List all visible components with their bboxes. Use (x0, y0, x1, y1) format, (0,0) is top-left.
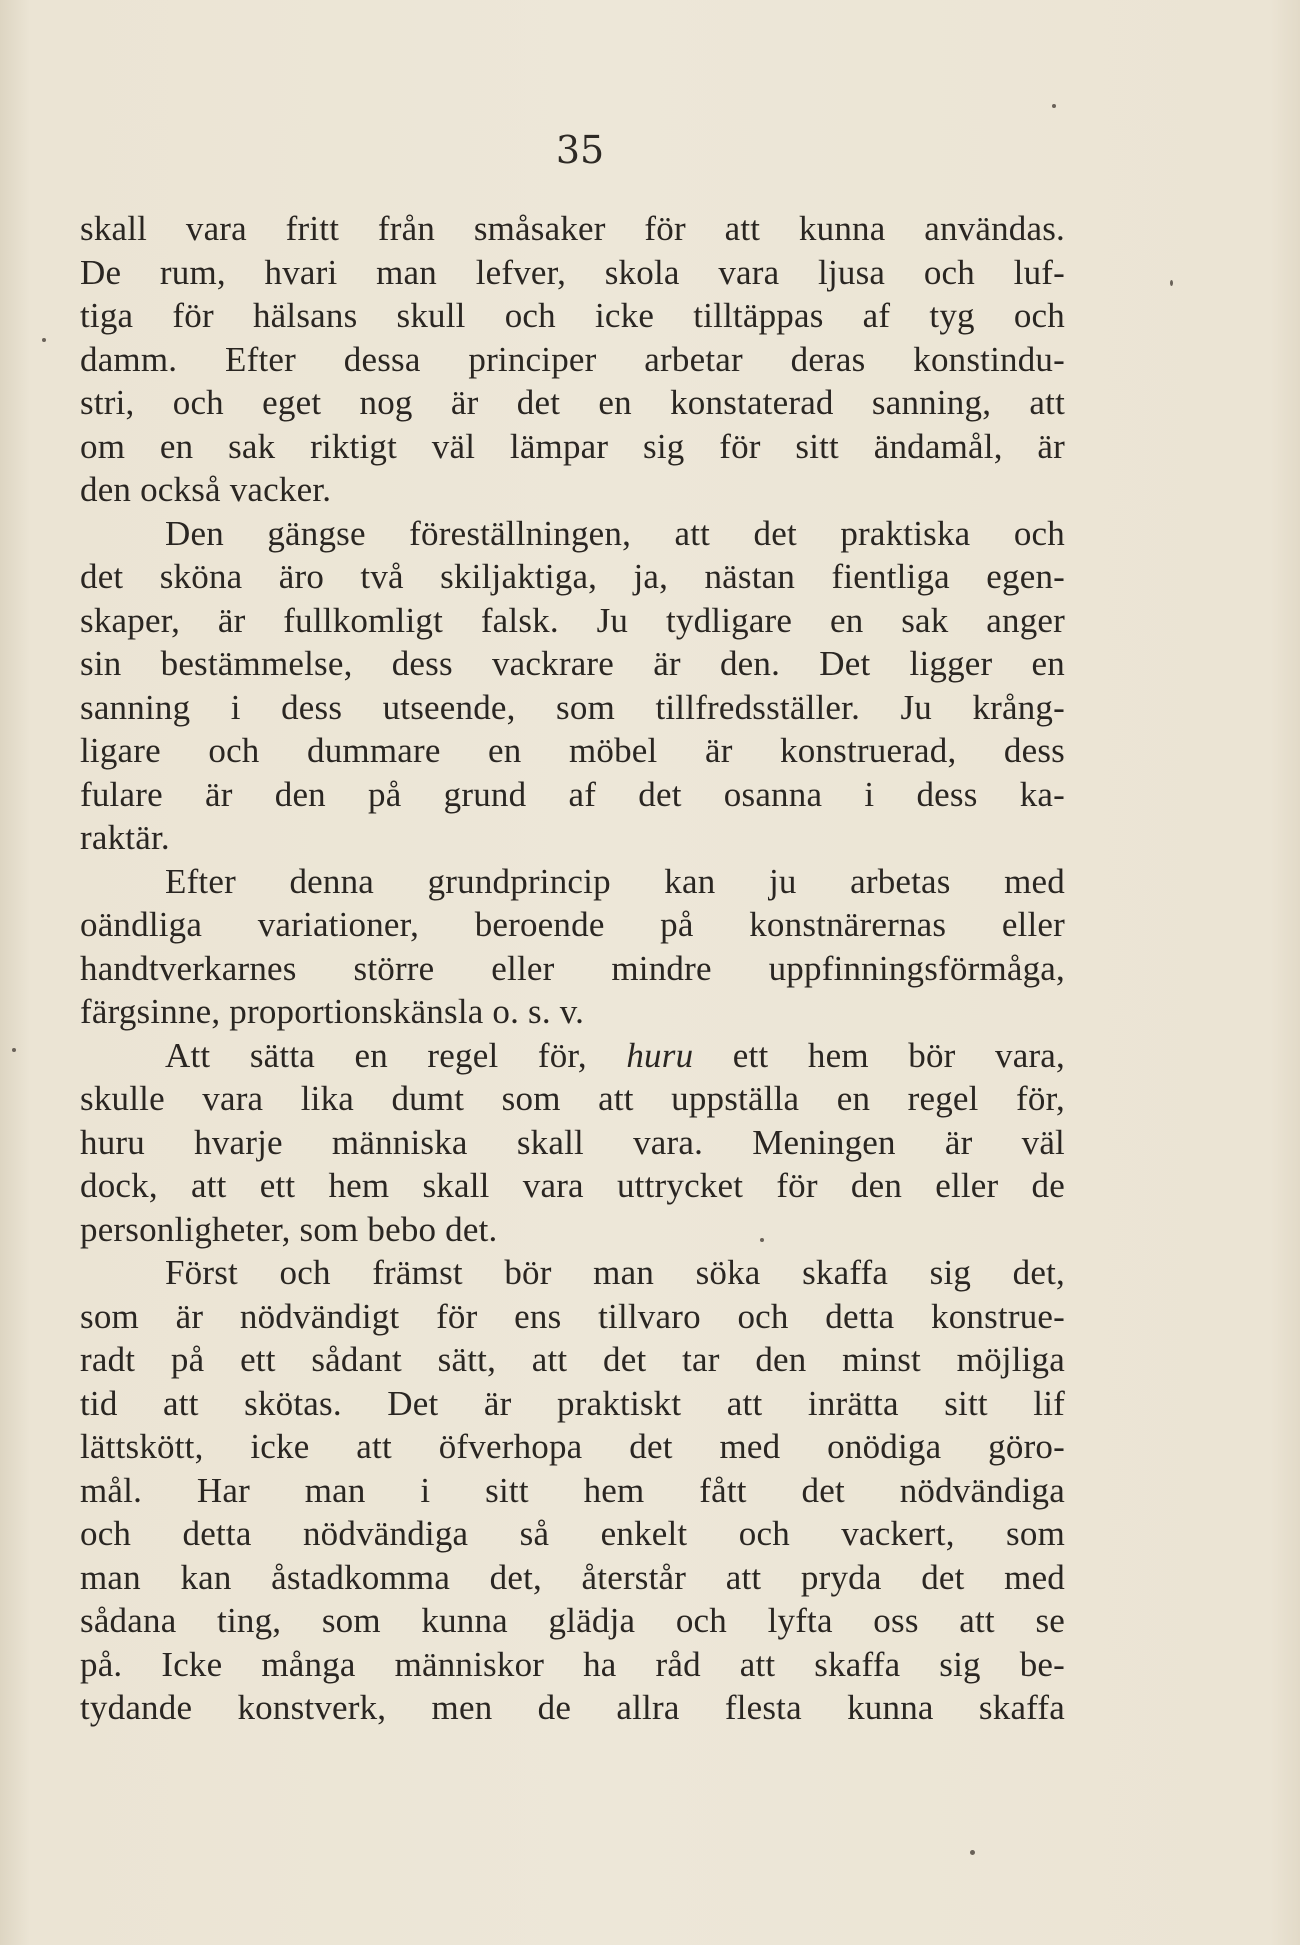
text-line (80, 1121, 1065, 1165)
text-line (80, 1512, 1065, 1556)
text-line-content: stri, och eget nog är det en konstaterad sanning, att (80, 383, 1065, 422)
text-line-content: Att sätta en regel för, (165, 1035, 627, 1075)
text-line-content: fulare är den på grund af det osanna i dess ka- (80, 774, 1065, 814)
text-line-content: lättskött, icke att öfverhopa det med onödiga göro- (80, 1427, 1065, 1466)
text-line (80, 1338, 1065, 1382)
text-line (80, 1425, 1065, 1469)
text-line-content: raktär. (80, 818, 170, 857)
text-line-content: skulle vara lika dumt som att uppställa en regel för, (80, 1079, 1065, 1118)
text-line-content: De rum, hvari man lefver, skola vara ljusa och luf- (80, 252, 1065, 292)
text-line (80, 1034, 1065, 1078)
text-line (80, 1208, 1065, 1252)
text-line-content: huru hvarje människa skall vara. Meningen är väl (80, 1122, 1065, 1162)
text-line (80, 773, 1065, 817)
text-line-content: det sköna äro två skiljaktiga, ja, nästan fientliga egen- (80, 557, 1065, 596)
text-line-content: personligheter, som bebo det. (80, 1209, 498, 1249)
text-line-content: dock, att ett hem skall vara uttrycket för den eller de (80, 1166, 1065, 1205)
text-line-content: sanning i dess utseende, som tillfredsställer. Ju krång- (80, 687, 1065, 727)
text-line (80, 468, 1065, 512)
text-line (80, 947, 1065, 991)
body-text (80, 207, 1065, 1730)
text-line (80, 642, 1065, 686)
text-line (80, 860, 1065, 904)
text-line-content: Den gängse föreställningen, att det praktiska och (165, 513, 1065, 553)
text-line (80, 1295, 1065, 1339)
text-line (80, 903, 1065, 947)
text-line (80, 599, 1065, 643)
text-line-content: om en sak riktigt väl lämpar sig för sitt ändamål, är (80, 426, 1065, 466)
text-line-content: handtverkarnes större eller mindre uppfinningsförmåga, (80, 948, 1065, 988)
text-line (80, 729, 1065, 773)
print-speck (760, 1238, 764, 1242)
text-line (80, 294, 1065, 338)
text-line (80, 1556, 1065, 1600)
text-line-content: färgsinne, proportionskänsla o. s. v. (80, 992, 585, 1031)
text-line-content: sin bestämmelse, dess vackrare är den. Det ligger en (80, 644, 1065, 683)
text-line (80, 1643, 1065, 1687)
text-line-content: mål. Har man i sitt hem fått det nödvändiga (80, 1470, 1065, 1510)
print-speck (1170, 280, 1173, 286)
text-line-content: ligare och dummare en möbel är konstruerad, dess (80, 731, 1065, 770)
text-line (80, 1686, 1065, 1730)
text-line (80, 1251, 1065, 1295)
print-speck (970, 1850, 975, 1855)
text-line (80, 251, 1065, 295)
text-line-content: den också vacker. (80, 470, 332, 509)
text-line (80, 425, 1065, 469)
text-line-continuation: ett hem bör vara, (693, 1035, 1065, 1075)
text-line-content: skaper, är fullkomligt falsk. Ju tydligare en sak anger (80, 600, 1065, 640)
text-line (80, 1164, 1065, 1208)
text-line (80, 381, 1065, 425)
text-line-content: skall vara fritt från småsaker för att kunna användas. (80, 209, 1065, 248)
page-number: 35 (555, 128, 605, 172)
text-line (80, 555, 1065, 599)
text-line-content: oändliga variationer, beroende på konstnärernas eller (80, 905, 1065, 944)
italic-word: huru (626, 1035, 694, 1075)
text-line-content: man kan åstadkomma det, återstår att pryda det med (80, 1557, 1065, 1597)
text-line (80, 338, 1065, 382)
text-line (80, 207, 1065, 251)
text-line (80, 1382, 1065, 1426)
text-line-content: Först och främst bör man söka skaffa sig det, (165, 1253, 1065, 1292)
text-line-content: på. Icke många människor ha råd att skaffa sig be- (80, 1644, 1065, 1684)
text-line (80, 816, 1065, 860)
text-line-content: som är nödvändigt för ens tillvaro och detta konstrue- (80, 1296, 1065, 1336)
text-line (80, 1077, 1065, 1121)
print-speck (42, 338, 46, 342)
text-line-content: och detta nödvändiga så enkelt och vackert, som (80, 1514, 1065, 1553)
text-line-content: sådana ting, som kunna glädja och lyfta oss att se (80, 1601, 1065, 1640)
text-line-content: radt på ett sådant sätt, att det tar den minst möjliga (80, 1340, 1065, 1379)
print-speck (1052, 104, 1056, 108)
text-line-content: tid att skötas. Det är praktiskt att inrätta sitt lif (80, 1383, 1065, 1423)
text-line (80, 686, 1065, 730)
text-line (80, 990, 1065, 1034)
text-line (80, 1599, 1065, 1643)
text-line-content: Efter denna grundprincip kan ju arbetas med (165, 861, 1065, 901)
text-line (80, 1469, 1065, 1513)
print-speck (12, 1048, 16, 1052)
text-line (80, 512, 1065, 556)
text-line-content: damm. Efter dessa principer arbetar deras konstindu- (80, 339, 1065, 379)
text-line-content: tydande konstverk, men de allra flesta kunna skaffa (80, 1688, 1065, 1727)
text-line-content: tiga för hälsans skull och icke tilltäppas af tyg och (80, 296, 1065, 335)
